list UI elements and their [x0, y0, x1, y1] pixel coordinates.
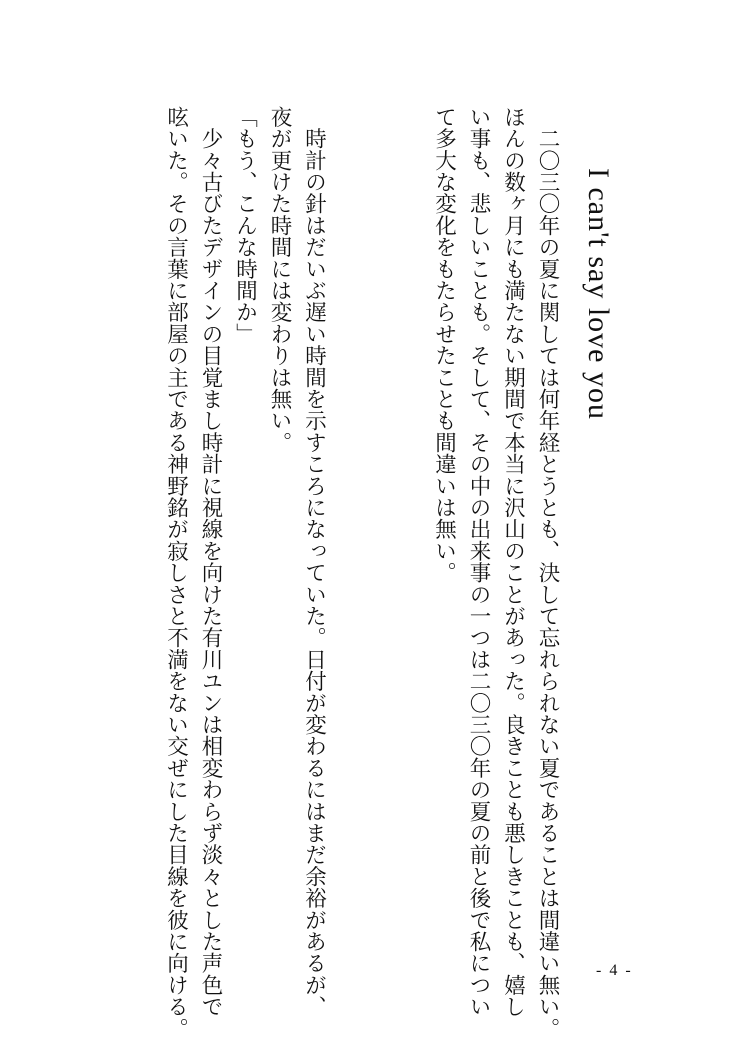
body-line: 時計の針はだいぶ遅い時間を示すころになっていた。日付が変わるにはまだ余裕があるが、 — [301, 106, 327, 1018]
body-text-section-1 — [426, 106, 564, 1039]
body-line: ほんの数ヶ月にも満たない期間で本当に沢山のことがあった。良きことも悪しきことも、嬉し — [500, 106, 526, 1018]
body-line: い事も、悲しいことも。そして、その中の出来事の一つは二〇三〇年の夏の前と後で私につい — [466, 106, 491, 1018]
dialogue-line: 「もう、こんな時間か」 — [232, 106, 258, 345]
body-line: 呟いた。その言葉に部屋の主である神野銘が寂しさと不満をない交ぜにした目線を彼に向ける。 — [163, 106, 189, 1039]
chapter-title: I can't say love you — [582, 168, 615, 421]
body-line: 二〇三〇年の夏に関しては何年経とうとも、決して忘れられない夏であることは間違い無い。 — [535, 106, 560, 1039]
body-text-section-2 — [158, 106, 331, 1039]
body-line: 夜が更けた時間には変わりは無い。 — [267, 106, 292, 454]
page-number: - 4 - — [596, 962, 633, 979]
body-line: 少々古びたデザインの目覚まし時計に視線を向けた有川ユンは相変わらず淡々とした声色で — [198, 106, 223, 1018]
body-line: て多大な変化をもたらせたことも間違いは無い。 — [431, 106, 457, 584]
